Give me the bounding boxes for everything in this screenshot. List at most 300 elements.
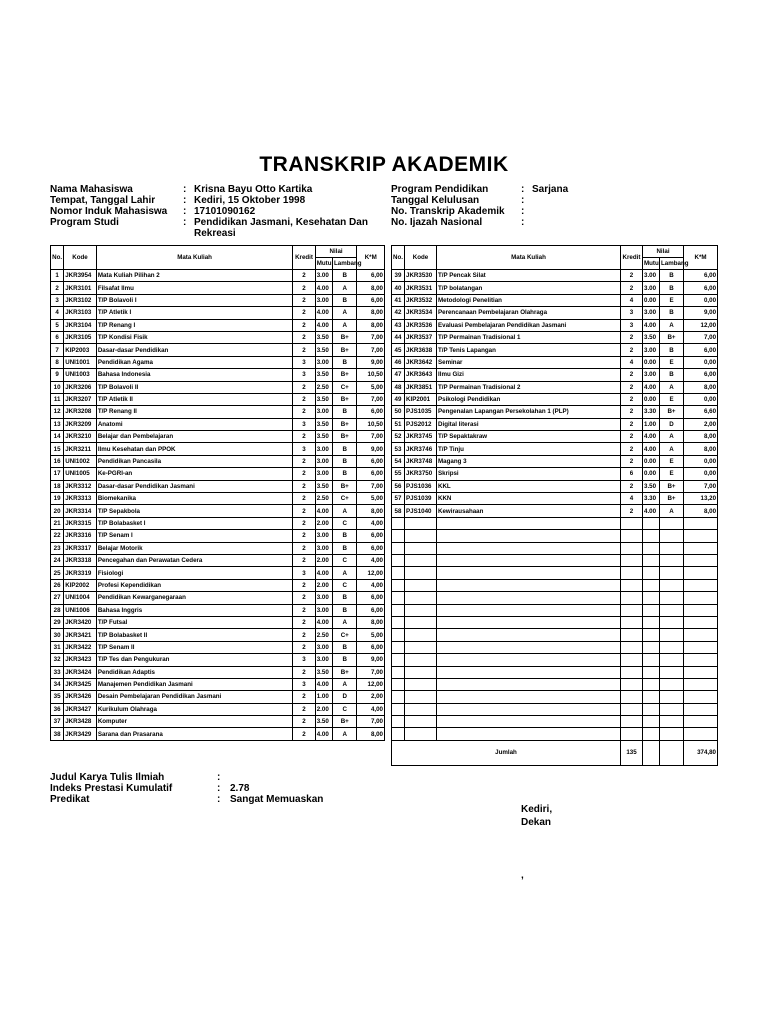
course-cell [437, 629, 621, 641]
course-cell: 3.00 [315, 468, 332, 480]
info-colon: : [521, 217, 525, 228]
header-mata-kuliah: Mata Kuliah [96, 246, 293, 270]
course-cell: UNI1002 [64, 455, 97, 467]
course-cell: 8,00 [357, 319, 385, 331]
course-cell: C [333, 517, 357, 529]
course-cell: 2 [293, 331, 315, 343]
course-cell: T/P Bolabasket I [96, 517, 293, 529]
course-cell [621, 530, 643, 542]
course-cell [392, 554, 405, 566]
course-cell: 1.00 [643, 418, 660, 430]
course-cell [643, 554, 660, 566]
course-row [51, 307, 385, 319]
course-row [51, 270, 385, 282]
course-row [392, 641, 718, 653]
course-cell: 10,50 [357, 369, 385, 381]
info-row [391, 206, 721, 217]
summary-label: Indeks Prestasi Kumulatif [50, 783, 173, 794]
course-cell [643, 666, 660, 678]
course-cell: PJS1036 [405, 480, 437, 492]
course-cell: 3 [293, 418, 315, 430]
course-cell [437, 567, 621, 579]
course-row [392, 294, 718, 306]
course-cell: 14 [51, 431, 64, 443]
info-colon: : [183, 184, 187, 195]
course-cell: 3.50 [315, 369, 332, 381]
course-cell: Belajar dan Pembelajaran [96, 431, 293, 443]
course-cell: 18 [51, 480, 64, 492]
course-row [392, 369, 718, 381]
course-cell: T/P Atletik I [96, 307, 293, 319]
course-row [392, 703, 718, 715]
course-cell: JKR3536 [405, 319, 437, 331]
course-cell: Evaluasi Pembelajaran Pendidikan Jasmani [437, 319, 621, 331]
info-colon: : [521, 206, 525, 217]
course-cell: 3.00 [315, 530, 332, 542]
info-row [391, 217, 721, 228]
course-cell [643, 579, 660, 591]
course-row [51, 493, 385, 505]
course-cell: B [660, 344, 684, 356]
course-cell: B+ [333, 393, 357, 405]
course-cell: 3.00 [643, 344, 660, 356]
course-cell: 2.00 [315, 579, 332, 591]
course-cell: 9,00 [357, 356, 385, 368]
course-row [392, 567, 718, 579]
course-cell: 45 [392, 344, 405, 356]
course-cell: 3.00 [315, 356, 332, 368]
course-cell: 3.00 [315, 654, 332, 666]
summary-row [50, 772, 450, 783]
course-row [392, 728, 718, 740]
course-cell [684, 616, 718, 628]
course-cell: JKR3746 [405, 443, 437, 455]
course-cell: 8,00 [357, 728, 385, 740]
totals-row [392, 740, 718, 765]
course-cell: T/P Kondisi Fisik [96, 331, 293, 343]
course-row [51, 468, 385, 480]
course-cell: JKR3101 [64, 282, 97, 294]
course-cell: 0,00 [684, 356, 718, 368]
course-cell: 6,00 [357, 542, 385, 554]
course-cell [684, 654, 718, 666]
course-cell [621, 654, 643, 666]
course-cell: 3 [293, 654, 315, 666]
course-cell: JKR3427 [64, 703, 97, 715]
course-cell: 3 [621, 307, 643, 319]
course-cell: 4.00 [315, 505, 332, 517]
course-row [51, 294, 385, 306]
course-cell [660, 542, 684, 554]
course-cell [643, 678, 660, 690]
course-cell: Dasar-dasar Pendidikan [96, 344, 293, 356]
course-cell: 2 [293, 716, 315, 728]
course-cell [621, 554, 643, 566]
course-cell: 2 [293, 455, 315, 467]
course-cell: 32 [51, 654, 64, 666]
course-cell [437, 616, 621, 628]
course-cell: 8,00 [684, 431, 718, 443]
course-cell: 3 [293, 678, 315, 690]
header-lambang: Lambang [333, 258, 357, 270]
course-cell [405, 654, 437, 666]
course-cell: Biomekanika [96, 493, 293, 505]
course-cell: PJS1039 [405, 493, 437, 505]
course-cell: 17 [51, 468, 64, 480]
course-cell: UNI1005 [64, 468, 97, 480]
course-cell: 4.00 [315, 319, 332, 331]
course-cell: KKL [437, 480, 621, 492]
course-cell: Fisiologi [96, 567, 293, 579]
totals-km: 374,80 [684, 740, 718, 765]
course-cell: 52 [392, 431, 405, 443]
course-cell: Manajemen Pendidikan Jasmani [96, 678, 293, 690]
course-row [392, 282, 718, 294]
course-cell [405, 592, 437, 604]
course-cell: 2 [293, 505, 315, 517]
course-cell: T/P Bolavoli II [96, 381, 293, 393]
course-cell [392, 666, 405, 678]
course-cell: 2,00 [684, 418, 718, 430]
course-cell [405, 678, 437, 690]
course-cell: 6 [51, 331, 64, 343]
course-cell [392, 629, 405, 641]
course-cell [392, 716, 405, 728]
course-cell: 8,00 [684, 381, 718, 393]
course-cell: B [660, 369, 684, 381]
course-cell: 7,00 [357, 666, 385, 678]
course-row [51, 654, 385, 666]
course-row [392, 431, 718, 443]
course-cell [643, 641, 660, 653]
course-row [51, 393, 385, 405]
signature-title: Dekan [521, 817, 552, 828]
course-row [51, 716, 385, 728]
document-title: TRANSKRIP AKADEMIK [259, 153, 509, 176]
course-cell: 3.00 [643, 369, 660, 381]
course-cell: 8,00 [357, 616, 385, 628]
course-cell [660, 567, 684, 579]
course-cell [621, 641, 643, 653]
course-cell: Ke-PGRI-an [96, 468, 293, 480]
course-cell [660, 604, 684, 616]
course-cell: 4.00 [643, 505, 660, 517]
course-cell: 2 [293, 629, 315, 641]
course-row [51, 331, 385, 343]
course-cell: B [333, 542, 357, 554]
course-cell [392, 703, 405, 715]
course-cell: 40 [392, 282, 405, 294]
course-cell: 0,00 [684, 455, 718, 467]
course-row [51, 728, 385, 740]
course-cell: 2 [293, 294, 315, 306]
course-cell: JKR3537 [405, 331, 437, 343]
course-cell: 56 [392, 480, 405, 492]
course-cell: B [660, 282, 684, 294]
course-cell: B [333, 530, 357, 542]
course-cell [405, 716, 437, 728]
course-cell: T/P Sepaktakraw [437, 431, 621, 443]
course-row [51, 356, 385, 368]
course-cell: 9,00 [357, 443, 385, 455]
course-cell: 33 [51, 666, 64, 678]
course-cell: 4.00 [315, 616, 332, 628]
course-cell: 2 [293, 616, 315, 628]
course-cell: B+ [333, 480, 357, 492]
course-cell: 4.00 [643, 443, 660, 455]
course-cell: E [660, 455, 684, 467]
course-cell: T/P Sepakbola [96, 505, 293, 517]
course-cell [621, 629, 643, 641]
header-km: K*M [684, 246, 718, 270]
course-cell [437, 604, 621, 616]
course-cell [437, 716, 621, 728]
course-cell [643, 530, 660, 542]
course-row [392, 629, 718, 641]
course-cell [437, 678, 621, 690]
course-cell: 7 [51, 344, 64, 356]
course-row [392, 356, 718, 368]
course-cell: 2.50 [315, 381, 332, 393]
info-label: Nomor Induk Mahasiswa [50, 206, 168, 217]
course-cell: 22 [51, 530, 64, 542]
course-cell: Kurikulum Olahraga [96, 703, 293, 715]
course-cell: JKR3851 [405, 381, 437, 393]
course-cell [405, 517, 437, 529]
course-cell: 2 [293, 728, 315, 740]
course-cell [392, 542, 405, 554]
totals-empty [643, 740, 660, 765]
header-mutu: Mutu [643, 258, 660, 270]
course-cell [405, 554, 437, 566]
course-cell: T/P Bolabasket II [96, 629, 293, 641]
course-cell: T/P Senam II [96, 641, 293, 653]
course-cell: 28 [51, 604, 64, 616]
course-cell: A [333, 567, 357, 579]
course-cell: 4.00 [643, 431, 660, 443]
course-cell: 26 [51, 579, 64, 591]
course-cell: C+ [333, 493, 357, 505]
course-cell: A [333, 282, 357, 294]
course-cell: 8,00 [357, 505, 385, 517]
course-row [392, 468, 718, 480]
course-cell: JKR3103 [64, 307, 97, 319]
course-cell [643, 517, 660, 529]
info-row [50, 217, 380, 239]
course-cell: 0.00 [643, 356, 660, 368]
course-cell: JKR3423 [64, 654, 97, 666]
course-cell: UNI1001 [64, 356, 97, 368]
course-row [392, 554, 718, 566]
course-cell: 3.00 [315, 592, 332, 604]
course-cell: JKR3211 [64, 443, 97, 455]
course-cell: Pendidikan Pancasila [96, 455, 293, 467]
course-cell: Pendidikan Agama [96, 356, 293, 368]
course-cell: 34 [51, 678, 64, 690]
course-cell [392, 604, 405, 616]
course-cell: 2 [293, 517, 315, 529]
course-cell: 2 [621, 381, 643, 393]
course-row [392, 307, 718, 319]
course-cell: 2 [621, 443, 643, 455]
course-cell: 55 [392, 468, 405, 480]
course-cell: 16 [51, 455, 64, 467]
course-cell: 3.50 [315, 344, 332, 356]
course-cell [392, 592, 405, 604]
course-cell: E [660, 294, 684, 306]
course-cell: B [660, 270, 684, 282]
course-cell [437, 728, 621, 740]
course-cell: 2 [621, 369, 643, 381]
course-cell: 12,00 [357, 567, 385, 579]
course-cell: 13,20 [684, 493, 718, 505]
course-cell: Pencegahan dan Perawatan Cedera [96, 554, 293, 566]
course-cell: 7,00 [357, 431, 385, 443]
course-cell: Mata Kuliah Pilihan 2 [96, 270, 293, 282]
course-cell [643, 542, 660, 554]
course-cell: JKR3313 [64, 493, 97, 505]
course-cell: Bahasa Indonesia [96, 369, 293, 381]
course-cell [392, 579, 405, 591]
course-cell: 3.00 [315, 270, 332, 282]
course-row [392, 406, 718, 418]
course-cell [684, 691, 718, 703]
course-cell: B+ [333, 331, 357, 343]
course-cell [684, 703, 718, 715]
course-cell: 6,00 [357, 406, 385, 418]
course-cell [392, 641, 405, 653]
course-cell: 2 [293, 703, 315, 715]
course-cell: 5 [51, 319, 64, 331]
summary-value: Sangat Memuaskan [230, 794, 324, 805]
course-cell: Pendidikan Kewarganegaraan [96, 592, 293, 604]
course-row [51, 666, 385, 678]
course-row [392, 455, 718, 467]
course-cell: 23 [51, 542, 64, 554]
course-cell: 4 [51, 307, 64, 319]
header-kode: Kode [64, 246, 97, 270]
course-cell [405, 530, 437, 542]
course-cell [405, 666, 437, 678]
course-cell [660, 616, 684, 628]
course-cell: JKR3534 [405, 307, 437, 319]
course-cell: T/P Permainan Tradisional 1 [437, 331, 621, 343]
course-cell: 4,00 [357, 579, 385, 591]
info-label: Tempat, Tanggal Lahir [50, 195, 156, 206]
course-cell: B [333, 468, 357, 480]
course-cell: 57 [392, 493, 405, 505]
course-cell: 3.50 [315, 393, 332, 405]
course-cell: A [333, 678, 357, 690]
info-value [532, 217, 672, 228]
course-cell: 2 [621, 480, 643, 492]
course-cell: 3.00 [315, 641, 332, 653]
course-cell: JKR3210 [64, 431, 97, 443]
course-cell [660, 691, 684, 703]
course-cell: 3.50 [315, 331, 332, 343]
course-cell: 4.00 [315, 567, 332, 579]
course-cell: 31 [51, 641, 64, 653]
course-cell: 0,00 [684, 393, 718, 405]
course-row [392, 666, 718, 678]
course-cell: JKR3426 [64, 691, 97, 703]
course-cell [437, 691, 621, 703]
course-cell: E [660, 356, 684, 368]
course-cell: 8,00 [357, 282, 385, 294]
course-cell: 2 [293, 270, 315, 282]
course-cell [621, 592, 643, 604]
course-cell: JKR3316 [64, 530, 97, 542]
course-row [51, 431, 385, 443]
course-cell: Perencanaan Pembelajaran Olahraga [437, 307, 621, 319]
course-cell [643, 691, 660, 703]
student-info-right [391, 184, 721, 228]
course-cell: 0.00 [643, 393, 660, 405]
course-cell [437, 542, 621, 554]
course-cell: A [660, 505, 684, 517]
course-cell: 3.50 [315, 431, 332, 443]
course-cell [684, 567, 718, 579]
course-row [51, 542, 385, 554]
course-cell: 12 [51, 406, 64, 418]
info-row [391, 184, 721, 195]
course-cell: JKR3530 [405, 270, 437, 282]
course-cell [621, 703, 643, 715]
course-row [51, 480, 385, 492]
course-row [51, 455, 385, 467]
course-row [392, 616, 718, 628]
course-cell: 47 [392, 369, 405, 381]
course-cell: JKR3420 [64, 616, 97, 628]
course-cell [621, 604, 643, 616]
course-cell: B+ [333, 369, 357, 381]
course-row [392, 542, 718, 554]
course-cell: 2 [293, 307, 315, 319]
course-cell [437, 530, 621, 542]
course-cell: 53 [392, 443, 405, 455]
info-label: Program Studi [50, 217, 119, 228]
course-cell: 46 [392, 356, 405, 368]
course-cell [437, 579, 621, 591]
course-cell: 4 [621, 356, 643, 368]
course-cell: T/P Tenis Lapangan [437, 344, 621, 356]
course-cell: 30 [51, 629, 64, 641]
course-cell [660, 554, 684, 566]
course-row [51, 592, 385, 604]
course-cell: JKR3104 [64, 319, 97, 331]
course-cell [660, 703, 684, 715]
course-cell: KIP2001 [405, 393, 437, 405]
course-cell: 2 [621, 282, 643, 294]
course-cell: B+ [660, 493, 684, 505]
course-cell [621, 691, 643, 703]
course-cell: 54 [392, 455, 405, 467]
totals-kredit: 135 [621, 740, 643, 765]
course-cell [660, 716, 684, 728]
course-cell: Filsafat Ilmu [96, 282, 293, 294]
course-cell: B [333, 641, 357, 653]
course-cell: 3.30 [643, 406, 660, 418]
course-cell: T/P Renang I [96, 319, 293, 331]
course-cell: 4,00 [357, 554, 385, 566]
course-row [392, 716, 718, 728]
course-cell: 0,00 [684, 468, 718, 480]
course-cell: 2.00 [315, 703, 332, 715]
course-cell: 3.50 [643, 480, 660, 492]
course-cell: Bahasa Inggris [96, 604, 293, 616]
header-mata-kuliah: Mata Kuliah [437, 246, 621, 270]
course-cell: 7,00 [357, 716, 385, 728]
